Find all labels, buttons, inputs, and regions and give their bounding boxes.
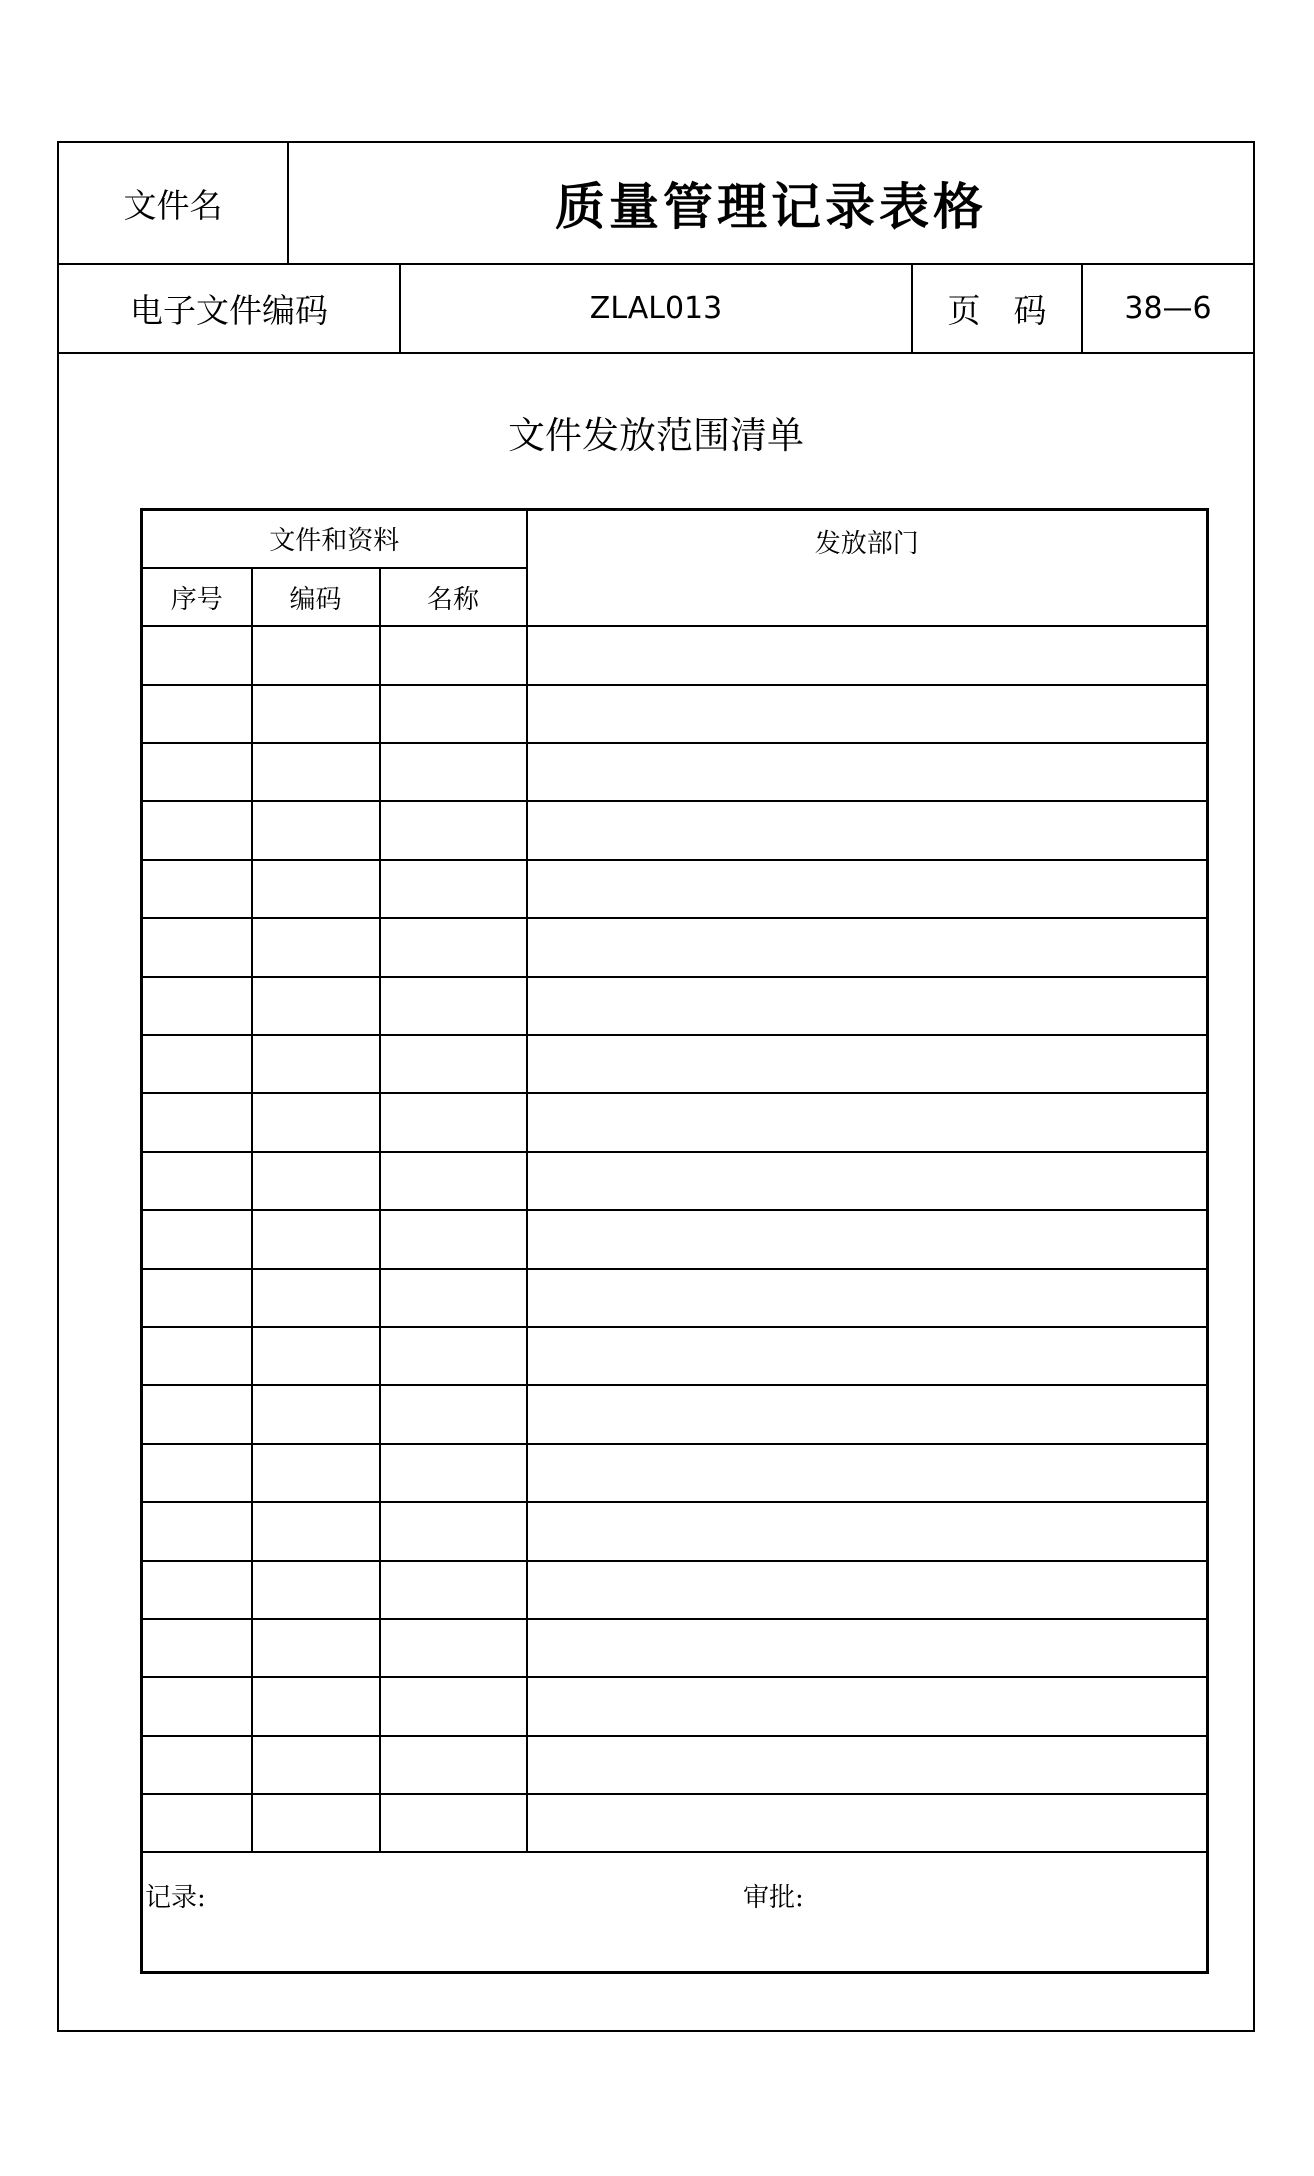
cell-dept[interactable] — [527, 1385, 1208, 1443]
cell-dept[interactable] — [527, 626, 1208, 684]
cell-code[interactable] — [252, 1619, 380, 1677]
record-label: 记录: — [145, 1883, 206, 1914]
e-code-label: 电子文件编码 — [59, 264, 400, 353]
cell-name[interactable] — [380, 977, 527, 1035]
cell-seq[interactable] — [142, 1035, 252, 1093]
cell-seq[interactable] — [142, 1561, 252, 1619]
cell-seq[interactable] — [142, 1210, 252, 1268]
cell-name[interactable] — [380, 1794, 527, 1852]
cell-seq[interactable] — [142, 743, 252, 801]
table-row — [142, 1269, 1208, 1327]
cell-name[interactable] — [380, 1327, 527, 1385]
cell-name[interactable] — [380, 1385, 527, 1443]
cell-seq[interactable] — [142, 860, 252, 918]
table-row — [142, 1502, 1208, 1560]
form-title: 质量管理记录表格 — [288, 143, 1253, 264]
page-label: 页 码 — [912, 264, 1082, 353]
cell-dept[interactable] — [527, 1327, 1208, 1385]
cell-code[interactable] — [252, 743, 380, 801]
table-row — [142, 1794, 1208, 1852]
cell-seq[interactable] — [142, 1677, 252, 1735]
cell-name[interactable] — [380, 801, 527, 859]
table-row — [142, 743, 1208, 801]
cell-name[interactable] — [380, 743, 527, 801]
cell-name[interactable] — [380, 685, 527, 743]
table-row — [142, 801, 1208, 859]
cell-name[interactable] — [380, 1152, 527, 1210]
cell-name[interactable] — [380, 1210, 527, 1268]
col-header-code: 编码 — [252, 568, 380, 626]
signature-cell — [142, 1852, 1208, 1972]
cell-seq[interactable] — [142, 685, 252, 743]
cell-seq[interactable] — [142, 977, 252, 1035]
table-row — [142, 1035, 1208, 1093]
table-body — [142, 626, 1208, 1852]
cell-code[interactable] — [252, 1736, 380, 1794]
cell-code[interactable] — [252, 1561, 380, 1619]
cell-name[interactable] — [380, 1269, 527, 1327]
cell-dept[interactable] — [527, 1210, 1208, 1268]
cell-seq[interactable] — [142, 801, 252, 859]
cell-dept[interactable] — [527, 743, 1208, 801]
group-header-cell: 文件和资料 — [142, 510, 527, 568]
approve-label: 审批: — [743, 1883, 804, 1914]
file-name-label: 文件名 — [59, 143, 288, 264]
cell-code[interactable] — [252, 1444, 380, 1502]
cell-seq[interactable] — [142, 1269, 252, 1327]
table-row — [142, 918, 1208, 976]
cell-dept[interactable] — [527, 801, 1208, 859]
page-value: 38—6 — [1082, 264, 1253, 353]
cell-code[interactable] — [252, 860, 380, 918]
cell-seq[interactable] — [142, 1736, 252, 1794]
cell-seq[interactable] — [142, 1444, 252, 1502]
table-row — [142, 1385, 1208, 1443]
cell-code[interactable] — [252, 1677, 380, 1735]
e-code-value: ZLAL013 — [400, 264, 912, 353]
group-header-row — [142, 510, 1208, 568]
cell-seq[interactable] — [142, 1385, 252, 1443]
cell-dept[interactable] — [527, 918, 1208, 976]
cell-dept[interactable] — [527, 1093, 1208, 1151]
table-row — [142, 626, 1208, 684]
table-row — [142, 1210, 1208, 1268]
table-row — [142, 685, 1208, 743]
header-row-2 — [59, 264, 1253, 353]
table-row — [142, 1619, 1208, 1677]
table-row — [142, 1093, 1208, 1151]
col-header-name: 名称 — [380, 568, 527, 626]
dept-header-cell: 发放部门 — [527, 510, 1208, 627]
cell-seq[interactable] — [142, 918, 252, 976]
cell-code[interactable] — [252, 1794, 380, 1852]
cell-code[interactable] — [252, 1152, 380, 1210]
cell-name[interactable] — [380, 1444, 527, 1502]
cell-seq[interactable] — [142, 1327, 252, 1385]
distribution-table — [140, 508, 1209, 1974]
cell-code[interactable] — [252, 1327, 380, 1385]
cell-code[interactable] — [252, 1093, 380, 1151]
cell-seq[interactable] — [142, 1619, 252, 1677]
cell-name[interactable] — [380, 918, 527, 976]
cell-dept[interactable] — [527, 1152, 1208, 1210]
cell-code[interactable] — [252, 1035, 380, 1093]
cell-code[interactable] — [252, 977, 380, 1035]
cell-seq[interactable] — [142, 1794, 252, 1852]
cell-name[interactable] — [380, 1677, 527, 1735]
signature-row — [142, 1852, 1208, 1972]
cell-dept[interactable] — [527, 860, 1208, 918]
table-row — [142, 1561, 1208, 1619]
table-row — [142, 860, 1208, 918]
form-header — [59, 143, 1253, 354]
cell-dept[interactable] — [527, 685, 1208, 743]
cell-seq[interactable] — [142, 1093, 252, 1151]
cell-name[interactable] — [380, 1035, 527, 1093]
cell-dept[interactable] — [527, 1444, 1208, 1502]
document-title: 文件发放范围清单 — [508, 414, 804, 457]
table-row — [142, 1736, 1208, 1794]
cell-dept[interactable] — [527, 977, 1208, 1035]
cell-name[interactable] — [380, 1502, 527, 1560]
table-row — [142, 1444, 1208, 1502]
cell-code[interactable] — [252, 1502, 380, 1560]
cell-dept[interactable] — [527, 1794, 1208, 1852]
table-row — [142, 1152, 1208, 1210]
cell-code[interactable] — [252, 1385, 380, 1443]
table-row — [142, 977, 1208, 1035]
cell-code[interactable] — [252, 801, 380, 859]
cell-code[interactable] — [252, 626, 380, 684]
cell-seq[interactable] — [142, 1502, 252, 1560]
cell-code[interactable] — [252, 1210, 380, 1268]
cell-name[interactable] — [380, 860, 527, 918]
cell-dept[interactable] — [527, 1502, 1208, 1560]
cell-code[interactable] — [252, 685, 380, 743]
cell-dept[interactable] — [527, 1736, 1208, 1794]
cell-code[interactable] — [252, 918, 380, 976]
cell-seq[interactable] — [142, 1152, 252, 1210]
cell-name[interactable] — [380, 1736, 527, 1794]
cell-name[interactable] — [380, 1093, 527, 1151]
cell-name[interactable] — [380, 1561, 527, 1619]
cell-dept[interactable] — [527, 1035, 1208, 1093]
header-row-1 — [59, 143, 1253, 264]
cell-dept[interactable] — [527, 1677, 1208, 1735]
cell-seq[interactable] — [142, 626, 252, 684]
cell-code[interactable] — [252, 1269, 380, 1327]
cell-name[interactable] — [380, 626, 527, 684]
cell-dept[interactable] — [527, 1561, 1208, 1619]
cell-name[interactable] — [380, 1619, 527, 1677]
col-header-seq: 序号 — [142, 568, 252, 626]
cell-dept[interactable] — [527, 1619, 1208, 1677]
cell-dept[interactable] — [527, 1269, 1208, 1327]
table-row — [142, 1327, 1208, 1385]
form-frame — [57, 141, 1255, 2032]
table-row — [142, 1677, 1208, 1735]
